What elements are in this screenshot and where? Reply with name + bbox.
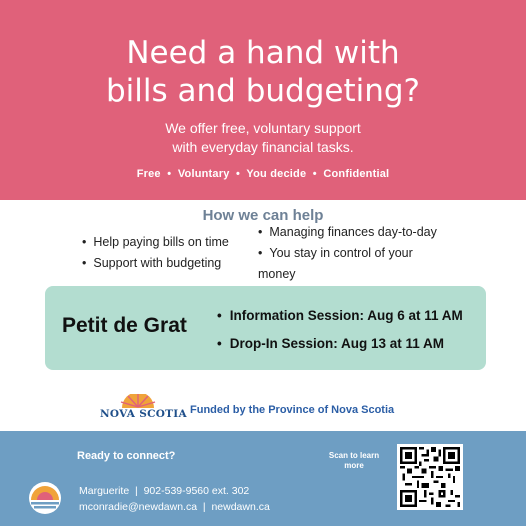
- scan-label-line-1: Scan to learn: [328, 451, 380, 460]
- contact-web: mconradie@newdawn.ca | newdawn.ca: [79, 501, 270, 513]
- subtitle-line-1: We offer free, voluntary support: [165, 120, 361, 136]
- nova-scotia-logo: [100, 394, 187, 422]
- subtitle: [0, 119, 526, 157]
- headline: [0, 34, 526, 110]
- help-item: • Managing finances day-to-day: [258, 222, 437, 243]
- qr-code-icon: [400, 447, 460, 507]
- help-item: • Help paying bills on time: [82, 232, 229, 253]
- help-heading: How we can help: [202, 207, 324, 224]
- hero-banner: [0, 0, 526, 200]
- help-item: • You stay in control of your: [258, 243, 437, 264]
- scan-label-line-2: more: [344, 461, 364, 470]
- contact-phone: Marguerite | 902-539-9560 ext. 302: [79, 485, 250, 497]
- qr-code[interactable]: [397, 444, 463, 510]
- headline-line-1: Need a hand with: [126, 35, 400, 71]
- session-card: [45, 286, 486, 370]
- session-location: Petit de Grat: [62, 314, 187, 337]
- contact-info: [79, 483, 270, 515]
- sunrise-icon: [26, 481, 64, 515]
- sun-icon: [116, 394, 160, 408]
- headline-line-2: bills and budgeting?: [106, 73, 420, 109]
- session-item: • Drop-In Session: Aug 13 at 11 AM: [217, 330, 463, 358]
- help-item: • Support with budgeting: [82, 253, 229, 274]
- nova-scotia-wordmark: NOVA SCOTIA: [100, 408, 187, 420]
- subtitle-line-2: with everyday financial tasks.: [172, 139, 354, 155]
- help-item-continuation: money: [258, 267, 296, 281]
- new-dawn-logo: [26, 481, 64, 515]
- help-list-right: [258, 222, 437, 285]
- footer: [0, 431, 526, 526]
- session-list: [217, 302, 463, 358]
- feature-tags: Free • Voluntary • You decide • Confidential: [136, 168, 390, 180]
- scan-label: [318, 451, 390, 471]
- ready-heading: Ready to connect?: [77, 450, 176, 462]
- help-list-left: [82, 232, 229, 274]
- funding-statement: Funded by the Province of Nova Scotia: [190, 404, 395, 416]
- session-item: • Information Session: Aug 6 at 11 AM: [217, 302, 463, 330]
- funding-row: [0, 390, 526, 430]
